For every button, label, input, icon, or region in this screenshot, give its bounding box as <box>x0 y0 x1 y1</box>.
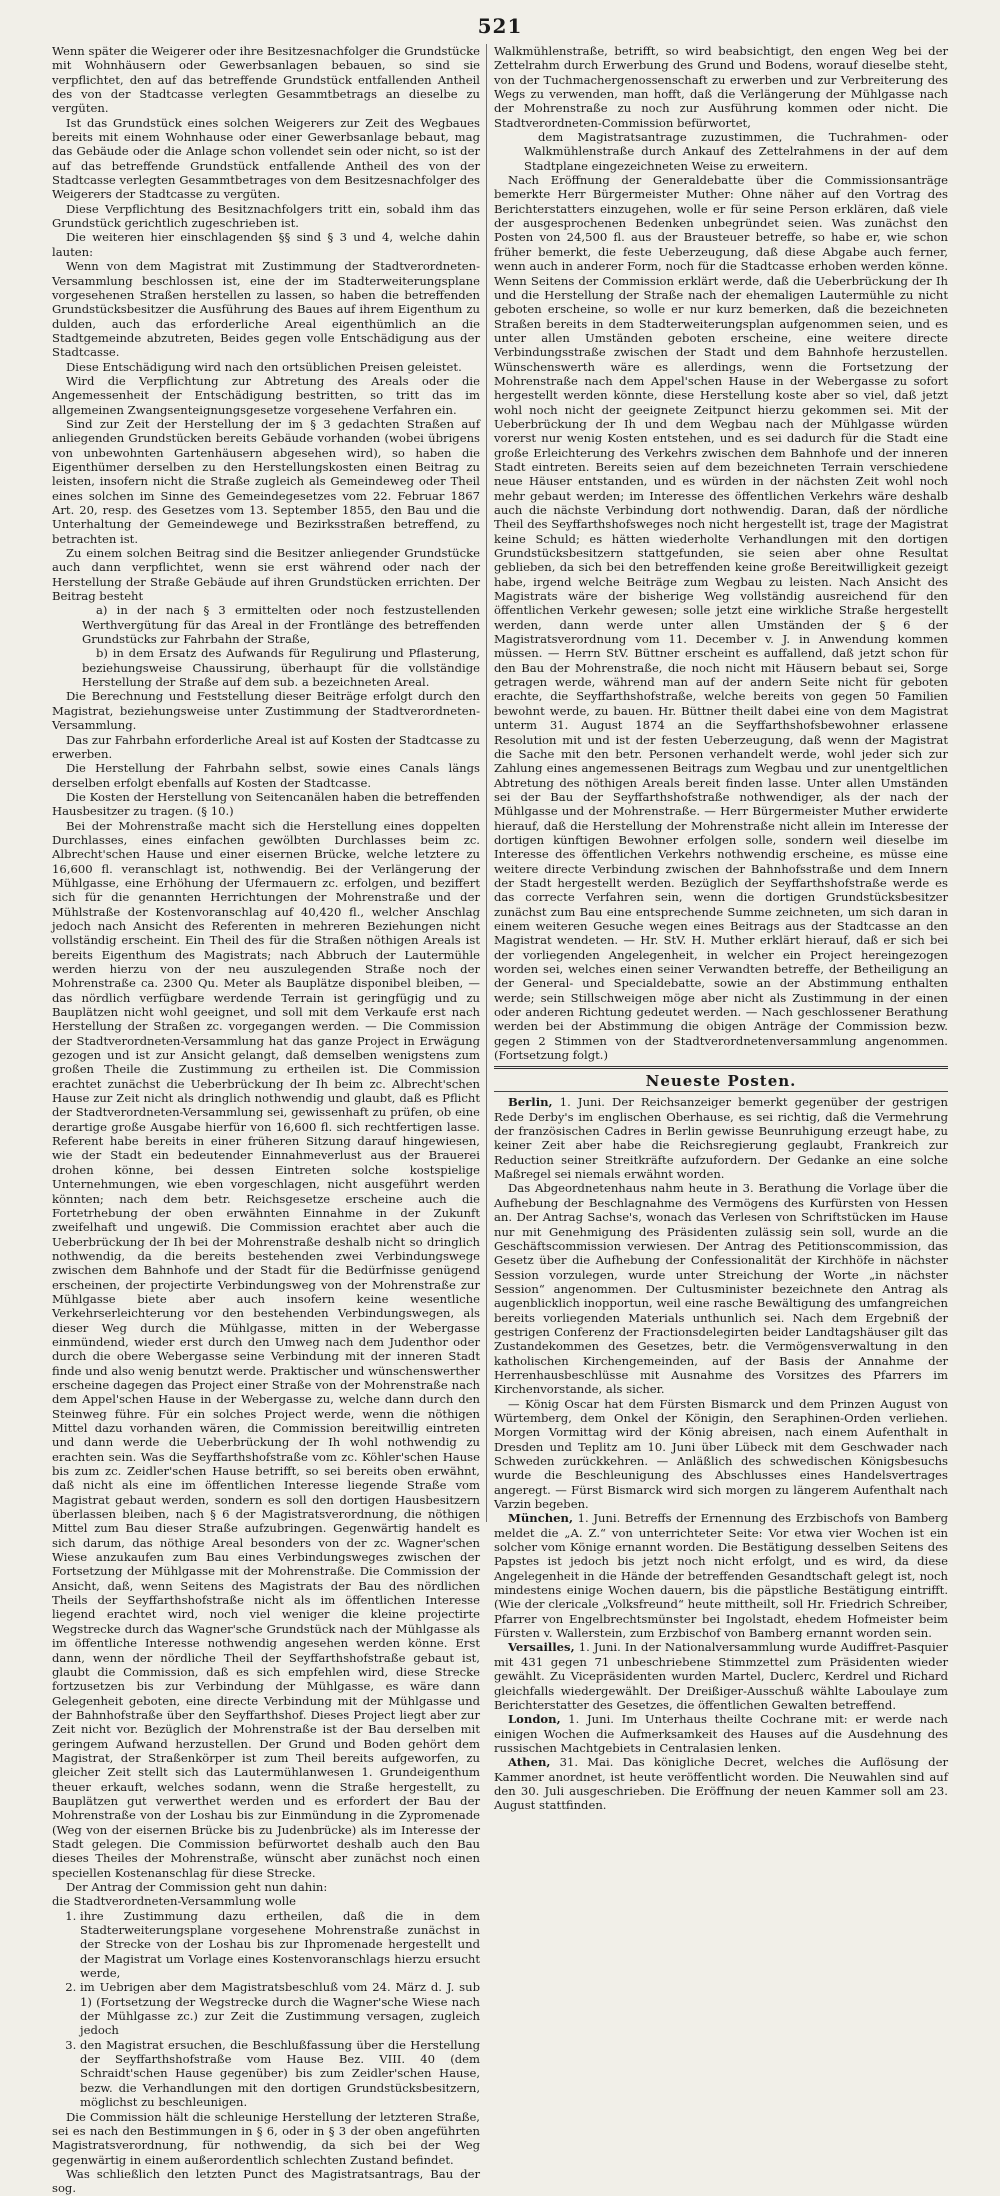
paragraph: Wird die Verpflichtung zur Abtretung des Areals oder die Angemessenheit der Entschädigung bestritten, so tritt das im allgemeinen Zwangsenteignungsgesetze vorgesehene Verfahren ein. <box>52 373 480 417</box>
paragraph: Die Berechnung und Feststellung dieser Beiträge erfolgt durch den Magistrat, beziehungsweise unter Zustimmung der Stadtverordneten-Versammlung. <box>52 689 480 733</box>
paragraph-quote: dem Magistratsantrage zuzustimmen, die Tuchrahmen- oder Walkmühlenstraße durch Ankauf des Zettelrahmens in der auf dem Stadtplane eingezeichneten Weise zu erweitern. <box>524 130 948 173</box>
dateline: Versailles, <box>508 1640 575 1655</box>
paragraph: Was schließlich den letzten Punct des Magistratsantrags, Bau der sog. <box>52 2166 480 2196</box>
dateline: Athen, <box>508 1755 551 1770</box>
list-item: 1. ihre Zustimmung dazu ertheilen, daß die in dem Stadterweiterungsplane vorgesehene Mohrenstraße zunächst in der Strecke von der Loshau bis zur Ihpromenade hergestellt und der Magistrat um Vorlage eines Kostenvoranschlags hierzu ersucht werde, <box>80 1909 480 1981</box>
news-item <box>494 1755 948 1812</box>
paragraph: Sind zur Zeit der Herstellung der im § 3 gedachten Straßen auf anliegenden Grundstücken bereits Gebäude vorhanden (wobei übrigens von unbewohnten Gartenhäusern abgesehen wird), so haben die Eigenthümer derselben zu den Herstellungskosten einen Beitrag zu leisten, insofern nicht die Straße zugleich als Gemeindeweg oder Theil eines solchen im Sinne des Gemeindegesetzes vom 22. Februar 1867 Art. 20, resp. des Gesetzes vom 13. September 1855, den Bau und die Unterhaltung der Gemeindewege und Bezirksstraßen betreffend, zu betrachten ist. <box>52 416 480 546</box>
left-column <box>52 44 480 2196</box>
section-title: Neueste Posten. <box>645 1072 797 1091</box>
paragraph: Die Kosten der Herstellung von Seitencanälen haben die betreffenden Hausbesitzer zu tragen. (§ 10.) <box>52 789 480 819</box>
news-text: 1. Juni. Im Unterhaus theilte Cochrane mit: er werde nach einigen Wochen die Aufmerksamkeit des Hauses auf die Ausdehnung des russischen Machtgebiets in Centralasien lenken. <box>494 1712 948 1755</box>
paragraph-text: Nach Eröffnung der Generaldebatte über die Commissionsanträge bemerkte Herr Bürgermeister Muther: Ohne näher auf den Vortrag des Berichterstatters einzugehen, wolle er für seine Person erklären, daß viele der ausgesprochenen Bedenken unbegründet seien. Was zunächst den Posten von 24,500 fl. aus der Brausteuer betreffe, so habe er, wie schon früher bemerkt, die feste Ueberzeugung, daß diese Abgabe auch ferner, wenn auch in anderer Form, noch für die Stadtcasse erhoben werden könne. Wenn Seitens der Commission erklärt werde, daß die Ueberbrückung der Ih und die Herstellung der Straße nach der ehemaligen Lautermühle zu nicht geboten erscheine, so wolle er nur kurz bemerken, daß die bezeichneten Straßen bereits in dem Stadterweiterungsplan aufgenommen seien, und es unter allen Umständen geboten erscheine, eine weitere directe Verbindungsstraße zwischen der Stadt und dem Bahnhofe herzustellen. Wünschenswerth wäre es allerdings, wenn die Fortsetzung der Mohrenstraße nach dem Appel'schen Hause in der Webergasse zu sofort hergestellt werden könnte, diese Herstellung koste aber so viel, daß jetzt wohl noch nicht der geeignete Zeitpunct hierzu gekommen sei. Mit der Ueberbrückung der Ih und dem Wegbau nach der Mühlgasse würden vorerst nur wenig Kosten entstehen, und es sei dadurch für die Stadt eine große Erleichterung des Verkehrs zwischen dem Bahnhofe und der inneren Stadt eintreten. Bereits seien auf dem bezeichneten Terrain verschiedene neue Häuser entstanden, und es würden in der nächsten Zeit wohl noch mehr gebaut werden; im Interesse des öffentlichen Verkehrs wäre deshalb auch die nächste Verbindung dort nothwendig. Daran, daß der nördliche Theil des Seyffarthshofsweges noch nicht hergestellt ist, trage der Magistrat keine Schuld; es hätten wiederholte Verhandlungen mit den dortigen Grundstücksbesitzern stattgefunden, sie seien aber ohne Resultat geblieben, da sich bei den betreffenden keine große Bereitwilligkeit gezeigt habe, irgend welche Beiträge zum Wegbau zu leisten. Nach Ansicht des Magistrats wäre der bisherige Weg vollständig ausreichend für den öffentlichen Verkehr gewesen; solle jetzt eine wirkliche Straße hergestellt werden, dann werde unter allen Umständen der § 6 der Magistratsverordnung vom 11. December v. J. in Anwendung kommen müssen. — Herrn StV. Büttner erscheint es auffallend, daß jetzt schon für den Bau der Mohrenstraße, die noch nicht mit Häusern bebaut sei, Sorge getragen werde, während man auf der andern Seite nicht für geboten erachte, die Seyffarthshofstraße, welche bereits von gegen 50 Familien bewohnt werde, zu bauen. Hr. Büttner theilt dabei eine von dem Magistrat unterm 31. August 1874 an die Seyffarthshofsbewohner erlassene Resolution mit und ist der festen Ueberzeugung, daß wenn der Magistrat die Sache mit den betr. Personen verhandelt werde, wohl jeder sich zur Zahlung eines angemessenen Beitrags zum Wegbau und zur unentgeltlichen Abtretung des nöthigen Areals bereit finden lasse. Unter allen Umständen sei der Bau der Seyffarthshofstraße nothwendiger, als der nach der Mühlgasse und der Mohrenstraße. — Herr Bürgermeister Muther erwiderte hierauf, daß die Herstellung der Mohrenstraße nicht allein im Interesse der dortigen künftigen Bewohner erfolgen solle, sondern weil dieselbe im Interesse des öffentlichen Verkehrs nothwendig erscheine, es müsse eine weitere directe Verbindung zwischen der Bahnhofsstraße und dem Innern der Stadt hergestellt werden. Bezüglich der Seyffarthshofstraße werde es das correcte Verfahren sein, wenn die dortigen Grundstücksbesitzer zunächst zum Bau eine entsprechende Summe zeichneten, um sich daran in einem weiteren Gesuche wegen eines Beitrags aus der Stadtcasse an den Magistrat wendeten. — Hr. StV. H. Muther erklärt hierauf, daß er sich bei der vorliegenden Angelegenheit, in welcher ein Project hereingezogen worden sei, welches einen seiner Verwandten betreffe, der Betheiligung an der General- und Specialdebatte, sowie an der Abstimmung enthalten werde; sein Stillschweigen möge aber nicht als Zustimmung in der einen oder anderen Richtung gedeutet werden. — Nach geschlossener Berathung werden bei der Abstimmung die obigen Anträge der Commission bezw. gegen 2 Stimmen von der Stadtverordnetenversammlung angenommen. <box>494 173 948 1048</box>
news-item: Das Abgeordnetenhaus nahm heute in 3. Berathung die Vorlage über die Aufhebung der Beschlagnahme des Vermögens des Kurfürsten von Hessen an. Der Antrag Sachse's, wonach das Verlesen von Schriftstücken im Hause nur mit Genehmigung des Präsidenten zulässig sein soll, wurde an die Geschäftscommission verwiesen. Der Antrag des Petitionscommission, das Gesetz über die Aufhebung der Confessionalität der Kirchhöfe in nächster Session vorzulegen, wurde unter Streichung der Worte „in nächster Session“ angenommen. Der Cultusminister bezeichnete den Antrag als augenblicklich inopportun, weil eine rasche Bewältigung des umfangreichen bereits vorliegenden Materials unthunlich sei. Nach dem Ergebniß der gestrigen Conferenz der Fractionsdelegirten beider Landtagshäuser gilt das Zustandekommen des Gesetzes, betr. die Vermögensverwaltung in den katholischen Kirchengemeinden, auf der Basis der Annahme der Herrenhausbeschlüsse mit Ausnahme des Vorsitzes des Pfarrers im Kirchenvorstande, als sicher. <box>494 1181 948 1397</box>
news-text: 1. Juni. Betreffs der Ernennung des Erzbischofs von Bamberg meldet die „A. Z.“ von unterrichteter Seite: Vor etwa vier Wochen ist ein solcher vom Könige ernannt worden. Die Bestätigung desselben Seitens des Papstes ist jedoch bis jetzt noch nicht erfolgt, und es wird, da diese Angelegenheit in die Hände der betreffenden Gesandtschaft gelegt ist, noch mindestens einige Wochen dauern, bis die päpstliche Bestätigung eintrifft. (Wie der clericale „Volksfreund“ heute mittheilt, soll Hr. Friedrich Schreiber, Pfarrer von Engelbrechtsmünster bei Ingolstadt, ehedem Hofmeister beim Fürsten v. Wallerstein, zum Erzbischof von Bamberg ernannt worden sein. <box>494 1511 948 1641</box>
paragraph: Walkmühlenstraße, betrifft, so wird beabsichtigt, den engen Weg bei der Zettelrahm durch Erwerbung des Grund und Bodens, worauf dieselbe steht, von der Tuchmachergenossenschaft zu erwerben und zur Verbreiterung des Wegs zu verwenden, man hofft, daß die Verlängerung der Mühlgasse nach der Mohrenstraße zu noch zur Ausführung kommen oder nicht. Die Stadtverordneten-Commission befürwortet, <box>494 44 948 130</box>
news-text: 1. Juni. Der Reichsanzeiger bemerkt gegenüber der gestrigen Rede Derby's im englischen Oberhause, es sei richtig, daß die Vermehrung der französischen Cadres in Berlin gewisse Beunruhigung erzeugt habe, zu keiner Zeit aber habe die Reichsregierung geglaubt, Frankreich zur Reduction seiner Streitkräfte aufzufordern. Der Gedanke an eine solche Maßregel sei niemals erwähnt worden. <box>494 1095 948 1182</box>
section-divider <box>494 1066 948 1069</box>
paragraph: Zu einem solchen Beitrag sind die Besitzer anliegender Grundstücke auch dann verpflichtet, wenn sie erst während oder nach der Herstellung der Straße Gebäude auf ihren Grundstücken errichten. Der Beitrag besteht <box>52 546 480 604</box>
news-item <box>494 1511 948 1640</box>
paragraph: Ist das Grundstück eines solchen Weigerers zur Zeit des Wegbaues bereits mit einem Wohnhause oder einer Gewerbsanlage bebaut, mag das Gebäude oder die Anlage schon vollendet sein oder nicht, so ist der auf das betreffende Grundstück entfallende Antheil des von der Stadtcasse verlegten Gesammtbetrages von dem Besitzesnachfolger des Weigerers der Stadtcasse zu vergüten. <box>52 115 480 202</box>
paragraph: Der Antrag der Commission geht nun dahin: <box>66 1880 328 1894</box>
news-item: — König Oscar hat dem Fürsten Bismarck und dem Prinzen August von Würtemberg, dem Onkel der Königin, den Seraphinen-Orden verliehen. Morgen Vormittag wird der König abreisen, nach einem Aufenthalt in Dresden und Teplitz am 10. Juni über Lübeck mit dem Geschwader nach Schweden zurückkehren. — Anläßlich des schwedischen Königsbesuchs wurde die Beschleunigung des Abschlusses eines Handelsvertrages angeregt. — Fürst Bismarck wird sich morgen zu längerem Aufenthalt nach Varzin begeben. <box>494 1396 948 1512</box>
paragraph: Wenn von dem Magistrat mit Zustimmung der Stadtverordneten-Versammlung beschlossen ist, eine der im Stadterweiterungsplane vorgesehenen Straßen herstellen zu lassen, so haben die betreffenden Grundstücksbesitzer die Ausführung des Baues auf ihrem Eigenthum zu dulden, auch das erforderliche Areal eigenthümlich an die Stadtgemeinde abzutreten, Beides gegen volle Entschädigung aus der Stadtcasse. <box>52 259 480 360</box>
dateline: München, <box>508 1511 574 1526</box>
continuation-note: (Fortsetzung folgt.) <box>494 1048 609 1063</box>
paragraph: Wenn später die Weigerer oder ihre Besitzesnachfolger die Grundstücke mit Wohnhäusern oder Gewerbsanlagen bebauen, so sind sie verpflichtet, den auf das betreffende Grundstück entfallenden Antheil des von der Stadtcasse verlegten Gesammtbetrags an dieselbe zu vergüten. <box>52 44 480 116</box>
paragraph: Die Herstellung der Fahrbahn selbst, sowie eines Canals längs derselben erfolgt ebenfalls auf Kosten der Stadtcasse. <box>52 761 480 790</box>
column-divider <box>486 44 487 1522</box>
dateline: London, <box>508 1712 561 1727</box>
news-item <box>494 1095 948 1181</box>
motion-list <box>80 1909 480 2110</box>
news-item <box>494 1640 948 1712</box>
paragraph: Bei der Mohrenstraße macht sich die Herstellung eines doppelten Durchlasses, eines einfachen gewölbten Durchlasses beim zc. Albrecht'schen Hause und einer eisernen Brücke, welche letztere zu 16,600 fl. veranschlagt ist, nothwendig. Bei der Verlängerung der Mühlgasse, eine Erhöhung der Ufermauern zc. erfolgen, und beziffert sich für die genannten Herrichtungen der Mohrenstraße und der Mühlstraße der Kostenvoranschlag auf 40,420 fl., welcher Anschlag jedoch nach Ansicht des Referenten in mehreren Beziehungen nicht vollständig erscheint. Ein Theil des für die Straßen nöthigen Areals ist bereits Eigenthum des Magistrats; nach Abbruch der Lautermühle werden hierzu von der neu auszulegenden Straße noch der Mohrenstraße ca. 2300 Qu. Meter als Bauplätze disponibel bleiben, — das nördlich verfügbare werdende Terrain ist geringfügig und zu Bauplätzen nicht wohl geeignet, und soll mit dem Verkaufe erst nach Herstellung der Straßen zc. vorgegangen werden. — Die Commission der Stadtverordneten-Versammlung hat das ganze Project in Erwägung gezogen und ist zur Ansicht gelangt, daß demselben wenigstens zum großen Theile die Zustimmung zu ertheilen ist. Die Commission erachtet zunächst die Ueberbrückung der Ih beim zc. Albrecht'schen Hause zur Zeit nicht als dringlich nothwendig und glaubt, daß es Pflicht der Stadtverordneten-Versammlung sei, gewissenhaft zu prüfen, ob eine derartige große Ausgabe hierfür von 16,600 fl. sich rechtfertigen lasse. Referent habe bereits in einer früheren Sitzung darauf hingewiesen, wie der Stadt ein bedeutender Einnahmeverlust aus der Brauerei drohen könne, bei dessen Eintreten solche kostspielige Unternehmungen, wie eben vorgeschlagen, nicht ausgeführt werden könnten; nach dem betr. Reichsgesetze erscheine auch die Fortetrhebung der oben erwähnten Einnahme in der Zukunft zweifelhaft und ungewiß. Die Commission erachtet aber auch die Ueberbrückung der Ih bei der Mohrenstraße deshalb nicht so dringlich nothwendig, da die bereits bestehenden zwei Verbindungswege zwischen dem Bahnhofe und der Stadt für die Bedürfnisse genügend erscheinen, der projectirte Verbindungsweg von der Mohrenstraße zur Mühlgasse biete aber auch insofern keine wesentliche Verkehrserleichterung vor den bestehenden Verbindungswegen, als dieser Weg durch die Mühlgasse, mitten in der Webergasse einmündend, wieder erst durch den Umweg nach dem Judenthor oder durch die obere Webergasse seine Verbindung mit der inneren Stadt finde und also wenig benutzt werde. Praktischer und wünschenswerther erscheine dagegen das Project einer Straße von der Mohrenstraße nach dem Appel'schen Hause in der Webergasse zu, welche dann durch den Steinweg führe. Für ein solches Project werde, wenn die nöthigen Mittel dazu vorhanden wären, die Commission bereitwillig eintreten und dann werde die Ueberbrückung der Ih wohl nothwendig zu erachten sein. Was die Seyffarthshofstraße vom zc. Köhler'schen Hause bis zum zc. Zeidler'schen Hause betrifft, so sei bereits oben erwähnt, daß nicht als eine im öffentlichen Interesse liegende Straße vom Magistrat gebaut werden, sondern es soll den dortigen Hausbesitzern überlassen bleiben, nach § 6 der Magistratsverordnung, die nöthigen Mittel zum Bau dieser Straße aufzubringen. Gegenwärtig handelt es sich darum, das nöthige Areal besonders von der zc. Wagner'schen Wiese anzukaufen zum Bau eines Verbindungsweges zwischen der Fortsetzung der Mühlgasse mit der Mohrenstraße. Die Commission der Ansicht, daß, wenn Seitens des Magistrats der Bau des nördlichen Theils der Seyffarthshofstraße nicht als im öffentlichen Interesse liegend erachtet wird, noch viel weniger die kleine projectirte Wegstrecke durch das Wagner'sche Grundstück nach der Mühlgasse als im öffentliche Interesse nothwendig angesehen werden könne. Erst dann, wenn der nördliche Theil der Seyffarthshofstraße gebaut ist, glaubt die Commission, daß es sich empfehlen wird, diese Strecke fortzusetzen bis zur Verbindung der Mühlgasse, es wäre dann Gelegenheit geboten, eine directe Verbindung mit der Mühlgasse und der Bahnhofstraße über den Seyffarthshof. Dieses Project liegt aber zur Zeit nicht vor. Bezüglich der Mohrenstraße ist der Bau derselben mit geringem Aufwand herzustellen. Der Grund und Boden gehört dem Magistrat, der Straßenkörper ist zum Theil bereits aufgeworfen, zu gleicher Zeit stellt sich das Lautermühlanwesen 1. Grundeigenthum theuer erkauft, welches sodann, wenn die Straße hergestellt, zu Bauplätzen gut verwerthet werden und es erfordert der Bau der Mohrenstraße von der Loshau bis zur Einmündung in die Zypromenade (Weg von der eisernen Brücke bis zu Judenbrücke) als im Interesse der Stadt gelegen. Die Commission befürwortet deshalb auch den Bau dieses Theiles der Mohrenstraße, wünscht aber zunächst noch einen speciellen Kostenanschlag für diese Strecke. <box>52 818 480 1880</box>
news-item <box>494 1712 948 1755</box>
paragraph: Diese Verpflichtung des Besitznachfolgers tritt ein, sobald ihm das Grundstück gerichtlich zugeschrieben ist. <box>52 201 480 231</box>
paragraph: Das zur Fahrbahn erforderliche Areal ist auf Kosten der Stadtcasse zu erwerben. <box>52 732 480 761</box>
list-item: 3. den Magistrat ersuchen, die Beschlußfassung über die Herstellung der Seyffarthshofstraße vom Hause Bez. VIII. 40 (dem Schraidt'schen Hause gegenüber) bis zum Zeidler'schen Hause, bezw. die Verhandlungen mit den dortigen Grundstücksbesitzern, möglichst zu beschleunigen. <box>80 2038 480 2110</box>
paragraph: Die weiteren hier einschlagenden §§ sind § 3 und 4, welche dahin lauten: <box>52 230 480 259</box>
news-text: 31. Mai. Das königliche Decret, welches die Auflösung der Kammer anordnet, ist heute veröffentlicht worden. Die Neuwahlen sind auf den 30. Juli ausgeschrieben. Die Eröffnung der neuen Kammer soll am 23. August stattfinden. <box>494 1755 948 1813</box>
paragraph <box>494 173 948 1062</box>
paragraph: Die Commission hält die schleunige Herstellung der letzteren Straße, sei es nach den Bestimmungen in § 6, oder in § 3 der oben angeführten Magistratsverordnung, für nothwendig, da sich bei der Weg gegenwärtig in einem außerordentlich schlechten Zustand befindet. <box>52 2109 480 2167</box>
paragraph-item-a: a) in der nach § 3 ermittelten oder noch festzustellenden Werthvergütung für das Areal in der Frontlänge des betreffenden Grundstücks zur Fahrbahn der Straße, <box>82 603 480 647</box>
news-text: 1. Juni. In der Nationalversammlung wurde Audiffret-Pasquier mit 431 gegen 71 unbeschriebene Stimmzettel zum Präsidenten wieder gewählt. Zu Vicepräsidenten wurden Martel, Duclerc, Kerdrel und Richard gleichfalls wiedergewählt. Der Dreißiger-Ausschuß wählte Laboulaye zum Berichterstatter des Gesetzes, die öffentlichen Gewalten betreffend. <box>494 1640 948 1712</box>
list-item: 2. im Uebrigen aber dem Magistratsbeschluß vom 24. März d. J. sub 1) (Fortsetzung der Wegstrecke durch die Wagner'sche Wiese nach der Mühlgasse zc.) zur Zeit die Zustimmung versagen, zugleich jedoch <box>80 1980 480 2037</box>
paragraph: Diese Entschädigung wird nach den ortsüblichen Preisen geleistet. <box>66 359 462 374</box>
paragraph-item-b: b) in dem Ersatz des Aufwands für Regulirung und Pflasterung, beziehungsweise Chaussirung, überhaupt für die vollständige Herstellung der Straße auf dem sub. a bezeichneten Areal. <box>82 646 480 690</box>
page-number: 521 <box>477 14 523 38</box>
section-divider <box>494 1091 948 1092</box>
right-column <box>494 44 948 1813</box>
dateline: Berlin, <box>508 1095 553 1110</box>
paragraph: die Stadtverordneten-Versammlung wolle <box>52 1894 297 1909</box>
